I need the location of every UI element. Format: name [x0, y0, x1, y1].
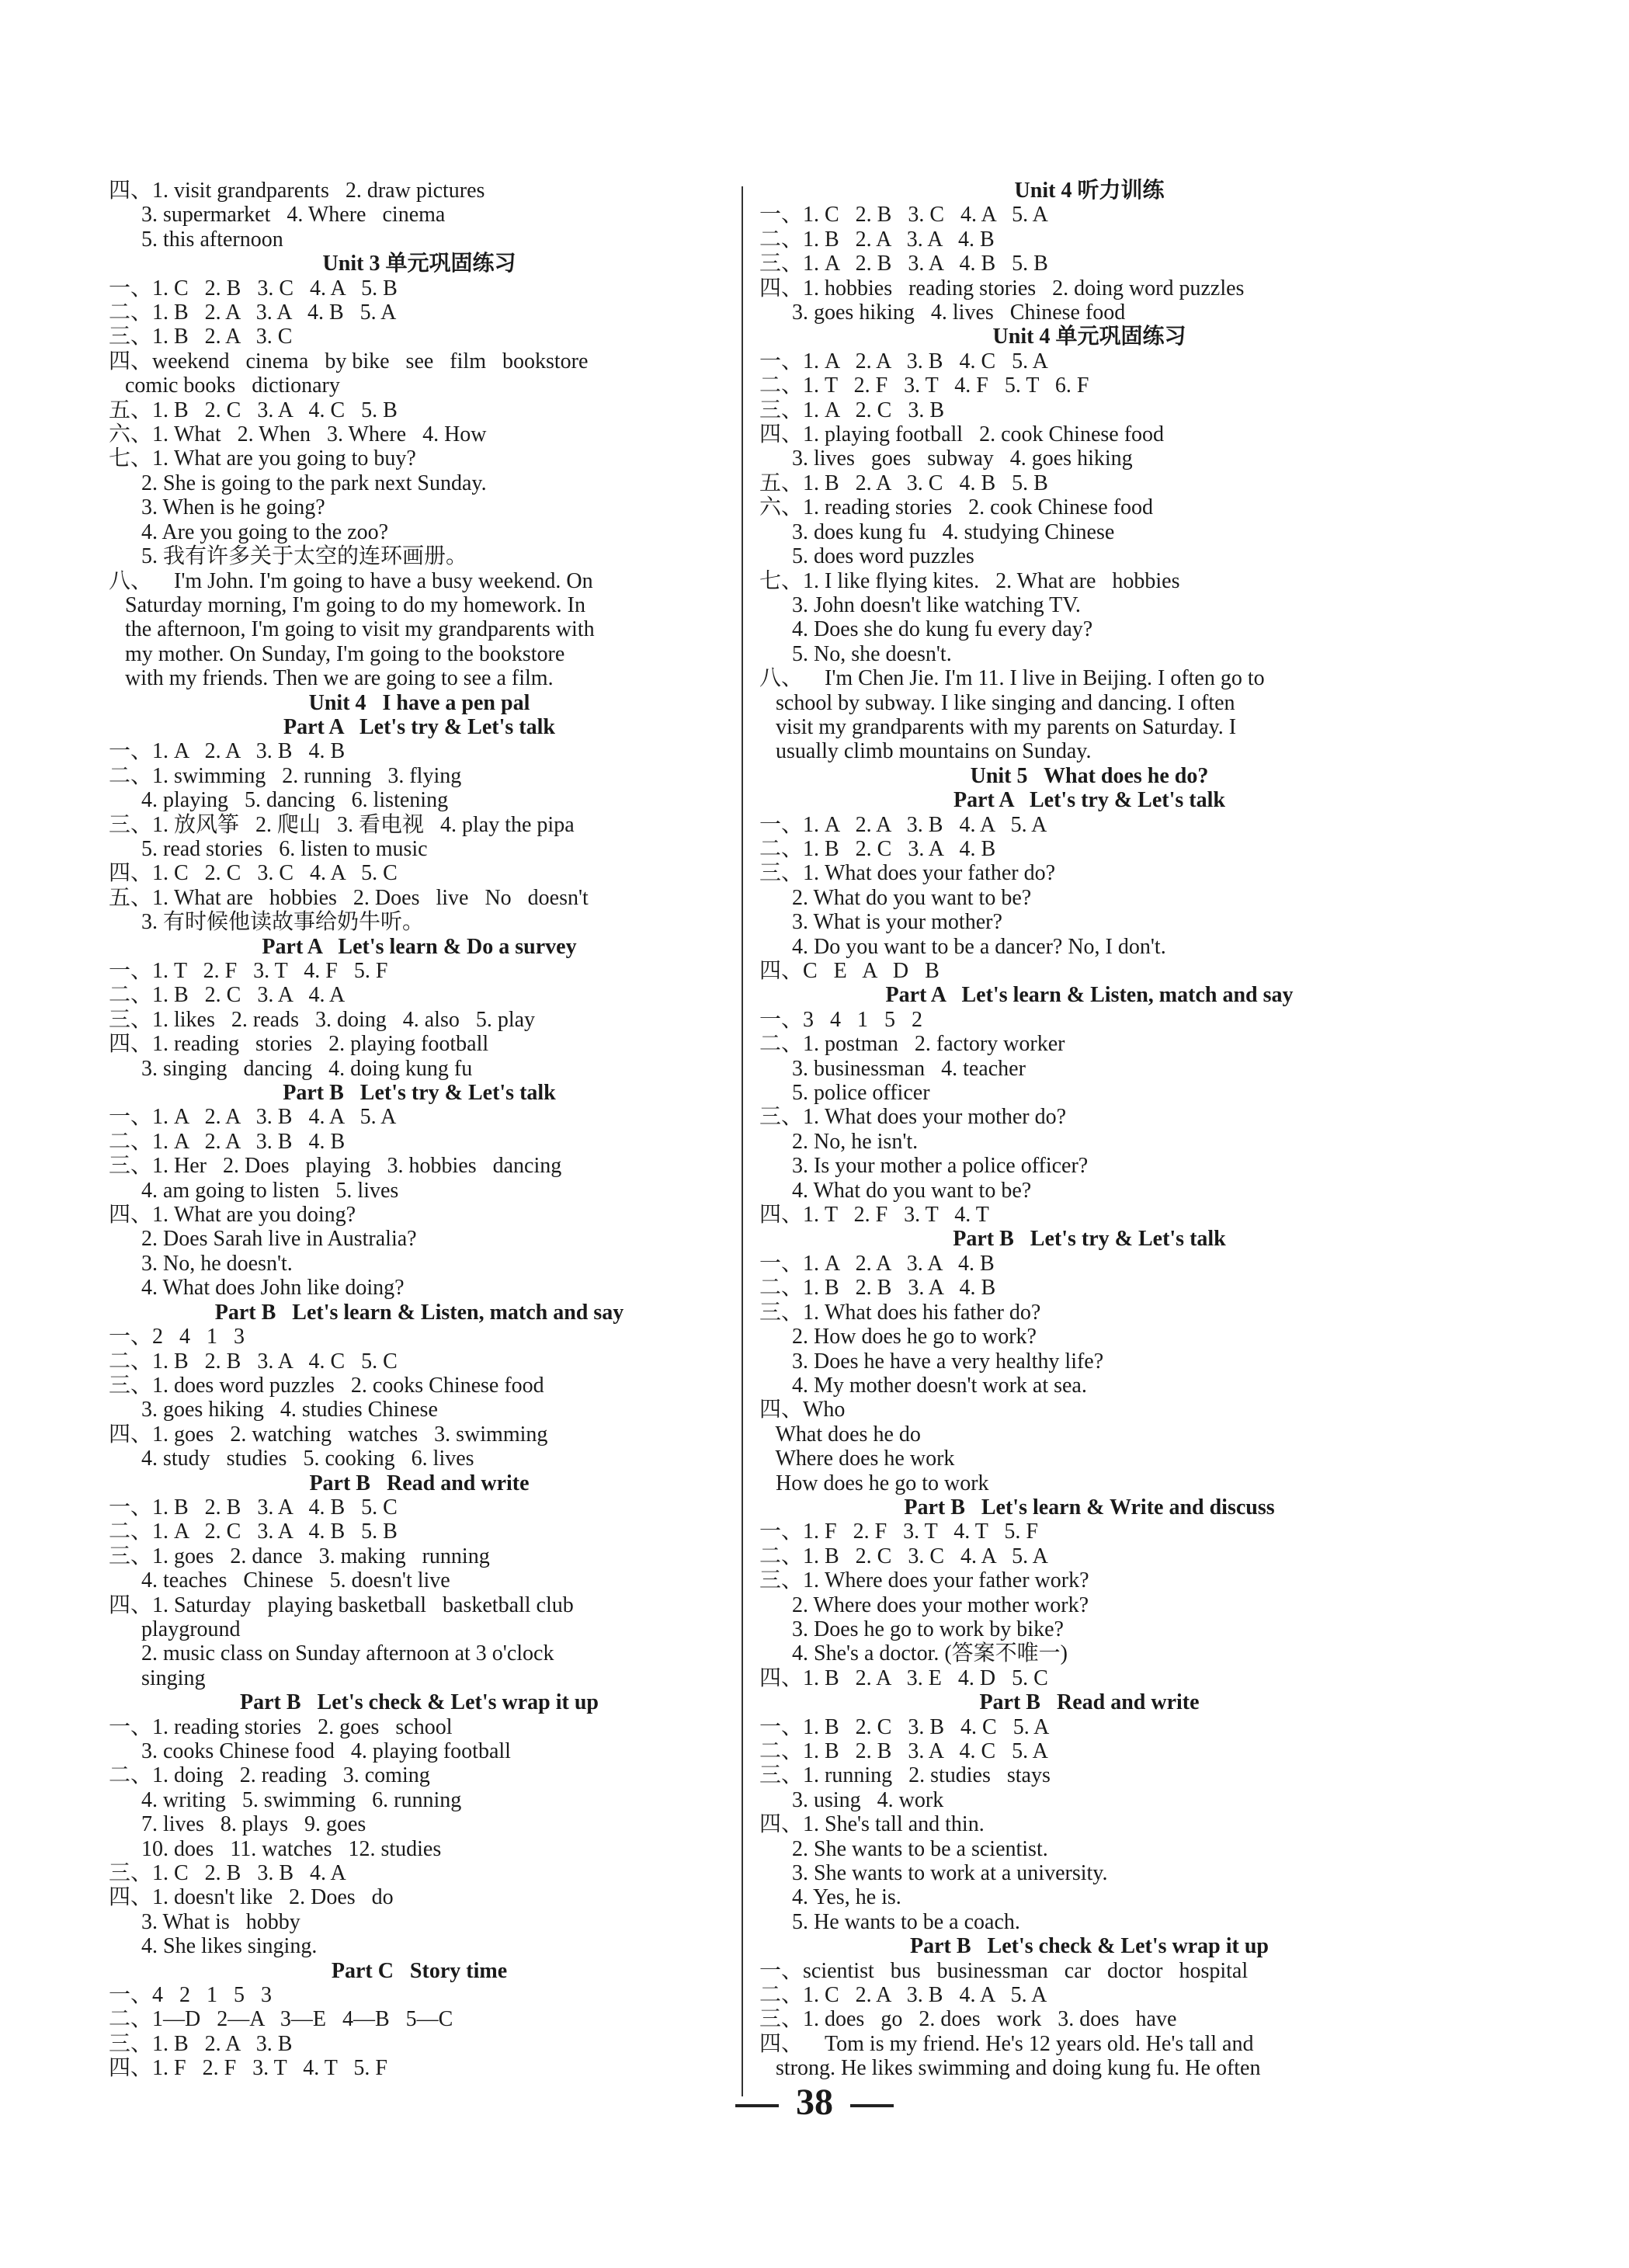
answer-line: 3. supermarket 4. Where cinema: [109, 203, 446, 227]
answer-line: 三、1. B 2. A 3. B: [109, 2031, 293, 2056]
answer-line: 一、1. A 2. A 3. B 4. B: [109, 739, 346, 764]
answer-line: 4. writing 5. swimming 6. running: [109, 1787, 462, 1812]
answer-line: 二、1. B 2. C 3. A 4. A: [109, 983, 346, 1008]
answer-line: 三、1. A 2. B 3. A 4. B 5. B: [759, 252, 1048, 276]
right-answer-column: [759, 179, 1419, 2081]
section-heading: Unit 3 单元巩固练习: [322, 252, 516, 276]
answer-line: 五、1. B 2. C 3. A 4. C 5. B: [109, 398, 398, 422]
answer-line: 七、1. What are you going to buy?: [109, 446, 416, 471]
answer-line: 一、1. B 2. C 3. B 4. C 5. A: [759, 1714, 1050, 1739]
answer-line: 四、weekend cinema by bike see film bookstore: [109, 349, 589, 373]
answer-line: 三、1. does go 2. does work 3. does have: [759, 2007, 1177, 2032]
answer-line: 一、1. A 2. A 3. B 4. A 5. A: [759, 812, 1047, 837]
answer-line: 四、1. visit grandparents 2. draw pictures: [109, 179, 485, 203]
answer-line: 二、1. B 2. A 3. A 4. B 5. A: [109, 300, 397, 325]
section-heading: Unit 4 听力训练: [1014, 179, 1165, 203]
answer-line: 3. What is hobby: [109, 1909, 300, 1934]
answer-line: 2. Where does your mother work?: [759, 1592, 1089, 1617]
answer-line: 七、1. I like flying kites. 2. What are hobbies: [759, 568, 1180, 593]
footer-dash-right: [850, 2104, 894, 2107]
answer-line: 二、1. B 2. B 3. A 4. B: [759, 1276, 996, 1301]
answer-line: 二、1. B 2. B 3. A 4. C 5. C: [109, 1349, 398, 1374]
answer-line: comic books dictionary: [109, 373, 340, 398]
answer-line: 一、1. reading stories 2. goes school: [109, 1714, 453, 1739]
answer-line: 三、1. What does your mother do?: [759, 1105, 1067, 1130]
answer-line: 一、1. F 2. F 3. T 4. T 5. F: [759, 1520, 1038, 1544]
answer-line: 2. music class on Sunday afternoon at 3 o'clock: [109, 1641, 554, 1666]
answer-line: 4. She's a doctor. (答案不唯一): [759, 1641, 1068, 1666]
section-heading: Unit 4 I have a pen pal: [308, 690, 530, 715]
answer-line: 三、1. Her 2. Does playing 3. hobbies dancing: [109, 1154, 562, 1179]
answer-line: 2. How does he go to work?: [759, 1325, 1037, 1349]
answer-line: 一、1. A 2. A 3. B 4. A 5. A: [109, 1105, 397, 1130]
answer-line: 二、1. A 2. C 3. A 4. B 5. B: [109, 1520, 398, 1544]
answer-line: 3. Is your mother a police officer?: [759, 1154, 1089, 1179]
answer-line: 八、 I'm John. I'm going to have a busy weekend. On: [109, 568, 593, 593]
answer-line: 4. study studies 5. cooking 6. lives: [109, 1447, 474, 1471]
answer-line: 3. lives goes subway 4. goes hiking: [759, 446, 1133, 471]
section-heading: Part A Let's learn & Do a survey: [262, 934, 577, 959]
page-number: 38: [796, 2082, 833, 2123]
answer-line: 4. Are you going to the zoo?: [109, 519, 389, 544]
answer-line: 八、 I'm Chen Jie. I'm 11. I live in Beijing. I often go to: [759, 666, 1265, 691]
answer-line: What does he do: [759, 1422, 921, 1447]
answer-line: 4. She likes singing.: [109, 1934, 318, 1959]
answer-line: with my friends. Then we are going to see a film.: [109, 666, 554, 691]
answer-line: 3. John doesn't like watching TV.: [759, 592, 1081, 617]
section-heading: Unit 5 What does he do?: [970, 763, 1209, 788]
answer-line: 四、1. She's tall and thin.: [759, 1812, 985, 1837]
answer-line: 四、1. doesn't like 2. Does do: [109, 1885, 394, 1910]
answer-line: 六、1. reading stories 2. cook Chinese food: [759, 495, 1154, 520]
answer-line: 三、1. likes 2. reads 3. doing 4. also 5. play: [109, 1007, 536, 1032]
answer-line: 一、1. C 2. B 3. C 4. A 5. B: [109, 276, 398, 300]
answer-line: 四、1. B 2. A 3. E 4. D 5. C: [759, 1665, 1048, 1690]
answer-line: 三、1. 放风筝 2. 爬山 3. 看电视 4. play the pipa: [109, 812, 575, 837]
column-divider: [742, 186, 743, 2096]
answer-line: 一、4 2 1 5 3: [109, 1983, 273, 2008]
answer-line: 三、1. What does his father do?: [759, 1300, 1041, 1325]
answer-line: 四、1. hobbies reading stories 2. doing word puzzles: [759, 276, 1245, 300]
answer-line: 2. No, he isn't.: [759, 1129, 919, 1154]
answer-line: 3. cooks Chinese food 4. playing football: [109, 1739, 511, 1763]
answer-line: school by subway. I like singing and dancing. I often: [759, 690, 1235, 715]
answer-line: 二、1. B 2. B 3. A 4. C 5. A: [759, 1739, 1048, 1763]
section-heading: Part A Let's try & Let's talk: [953, 788, 1225, 813]
answer-line: 3. does kung fu 4. studying Chinese: [759, 519, 1115, 544]
section-heading: Part B Read and write: [309, 1471, 530, 1495]
answer-line: 3. goes hiking 4. studies Chinese: [109, 1398, 438, 1422]
left-answer-column: [109, 179, 730, 2081]
answer-line: 10. does 11. watches 12. studies: [109, 1836, 442, 1861]
answer-line: 四、1. T 2. F 3. T 4. T: [759, 1203, 989, 1228]
answer-line: 四、1. reading stories 2. playing football: [109, 1032, 489, 1057]
answer-line: 5. this afternoon: [109, 227, 283, 252]
answer-line: 三、1. goes 2. dance 3. making running: [109, 1544, 490, 1568]
answer-line: 3. 有时候他读故事给奶牛听。: [109, 910, 425, 935]
answer-line: 一、1. A 2. A 3. B 4. C 5. A: [759, 349, 1048, 373]
answer-line: singing: [109, 1665, 206, 1690]
answer-line: my mother. On Sunday, I'm going to the bookstore: [109, 641, 565, 666]
answer-line: 四、C E A D B: [759, 959, 940, 983]
answer-line: 四、 Tom is my friend. He's 12 years old. He's tall and: [759, 2031, 1254, 2056]
answer-line: 一、scientist bus businessman car doctor hospital: [759, 1958, 1249, 1983]
answer-line: 3. When is he going?: [109, 495, 325, 520]
section-heading: Part B Let's check & Let's wrap it up: [910, 1934, 1269, 1959]
answer-line: 四、1. F 2. F 3. T 4. T 5. F: [109, 2056, 387, 2081]
answer-line: 三、1. B 2. A 3. C: [109, 325, 293, 349]
answer-line: 二、1. B 2. C 3. C 4. A 5. A: [759, 1544, 1048, 1568]
section-heading: Part B Let's learn & Write and discuss: [904, 1495, 1275, 1520]
answer-line: 2. She is going to the park next Sunday.: [109, 471, 487, 495]
answer-line: 3. No, he doesn't.: [109, 1251, 293, 1276]
answer-line: 二、1. doing 2. reading 3. coming: [109, 1763, 430, 1788]
answer-line: playground: [109, 1617, 241, 1641]
answer-line: visit my grandparents with my parents on Saturday. I: [759, 714, 1237, 739]
section-heading: Part A Let's learn & Listen, match and say: [885, 983, 1294, 1008]
section-heading: Part B Let's learn & Listen, match and say: [214, 1300, 624, 1325]
answer-line: 四、1. playing football 2. cook Chinese food: [759, 422, 1165, 447]
answer-line: 五、1. B 2. A 3. C 4. B 5. B: [759, 471, 1048, 495]
answer-line: 二、1. postman 2. factory worker: [759, 1032, 1065, 1057]
answer-line: Where does he work: [759, 1447, 955, 1471]
answer-line: 二、1. C 2. A 3. B 4. A 5. A: [759, 1983, 1047, 2008]
answer-line: 3. Does he have a very healthy life?: [759, 1349, 1104, 1374]
answer-line: 3. singing dancing 4. doing kung fu: [109, 1056, 473, 1081]
answer-line: 一、3 4 1 5 2: [759, 1007, 923, 1032]
answer-line: 四、1. C 2. C 3. C 4. A 5. C: [109, 861, 398, 886]
answer-line: 2. What do you want to be?: [759, 885, 1032, 910]
answer-line: 四、1. Saturday playing basketball basketball club: [109, 1592, 574, 1617]
answer-line: usually climb mountains on Sunday.: [759, 739, 1092, 764]
answer-line: 2. She wants to be a scientist.: [759, 1836, 1048, 1861]
answer-line: 四、Who: [759, 1398, 846, 1422]
answer-line: 4. What does John like doing?: [109, 1276, 405, 1301]
page-footer: [0, 2081, 1629, 2124]
answer-line: the afternoon, I'm going to visit my grandparents with: [109, 617, 595, 642]
answer-line: 四、1. What are you doing?: [109, 1203, 356, 1228]
section-heading: Unit 4 单元巩固练习: [992, 325, 1186, 349]
answer-line: 3. Does he go to work by bike?: [759, 1617, 1064, 1641]
answer-line: 一、1. T 2. F 3. T 4. F 5. F: [109, 959, 388, 983]
answer-line: 5. He wants to be a coach.: [759, 1909, 1020, 1934]
answer-line: 五、1. What are hobbies 2. Does live No doesn't: [109, 885, 589, 910]
answer-line: 二、1. swimming 2. running 3. flying: [109, 763, 462, 788]
answer-line: 三、1. What does your father do?: [759, 861, 1055, 886]
answer-line: 三、1. Where does your father work?: [759, 1568, 1089, 1593]
section-heading: Part B Read and write: [979, 1690, 1200, 1715]
answer-line: 3. goes hiking 4. lives Chinese food: [759, 300, 1126, 325]
answer-line: 4. My mother doesn't work at sea.: [759, 1373, 1087, 1398]
answer-line: 5. does word puzzles: [759, 544, 974, 569]
answer-line: 六、1. What 2. When 3. Where 4. How: [109, 422, 487, 447]
answer-line: 三、1. A 2. C 3. B: [759, 398, 945, 422]
answer-line: 3. She wants to work at a university.: [759, 1861, 1108, 1886]
answer-line: 二、1. B 2. A 3. A 4. B: [759, 227, 995, 252]
answer-line: strong. He likes swimming and doing kung fu. He often: [759, 2056, 1261, 2081]
answer-line: 三、1. C 2. B 3. B 4. A: [109, 1861, 346, 1886]
answer-line: 一、1. B 2. B 3. A 4. B 5. C: [109, 1495, 398, 1520]
section-heading: Part B Let's check & Let's wrap it up: [240, 1690, 599, 1715]
answer-line: 3. using 4. work: [759, 1787, 944, 1812]
answer-line: 三、1. running 2. studies stays: [759, 1763, 1051, 1788]
answer-line: How does he go to work: [759, 1471, 989, 1495]
answer-line: 4. playing 5. dancing 6. listening: [109, 788, 449, 813]
answer-line: 7. lives 8. plays 9. goes: [109, 1812, 366, 1837]
answer-line: 5. read stories 6. listen to music: [109, 836, 428, 861]
answer-line: 4. Do you want to be a dancer? No, I don't.: [759, 934, 1166, 959]
answer-line: 5. No, she doesn't.: [759, 641, 952, 666]
answer-line: 5. 我有许多关于太空的连环画册。: [109, 544, 468, 569]
answer-line: 二、1—D 2—A 3—E 4—B 5—C: [109, 2007, 453, 2032]
answer-line: 4. What do you want to be?: [759, 1178, 1032, 1203]
answer-line: 4. teaches Chinese 5. doesn't live: [109, 1568, 450, 1593]
section-heading: Part C Story time: [331, 1958, 508, 1983]
answer-line: 一、1. C 2. B 3. C 4. A 5. A: [759, 203, 1048, 227]
answer-line: 3. businessman 4. teacher: [759, 1056, 1026, 1081]
answer-line: 2. Does Sarah live in Australia?: [109, 1227, 417, 1252]
answer-line: Saturday morning, I'm going to do my homework. In: [109, 592, 585, 617]
answer-line: 4. am going to listen 5. lives: [109, 1178, 399, 1203]
footer-dash-left: [735, 2104, 779, 2107]
answer-line: 4. Yes, he is.: [759, 1885, 901, 1910]
answer-line: 三、1. does word puzzles 2. cooks Chinese food: [109, 1373, 544, 1398]
answer-line: 四、1. goes 2. watching watches 3. swimming: [109, 1422, 548, 1447]
answer-line: 一、2 4 1 3: [109, 1325, 245, 1349]
answer-line: 3. What is your mother?: [759, 910, 1002, 935]
answer-line: 5. police officer: [759, 1081, 930, 1106]
section-heading: Part B Let's try & Let's talk: [953, 1227, 1226, 1252]
answer-line: 二、1. B 2. C 3. A 4. B: [759, 836, 996, 861]
answer-line: 4. Does she do kung fu every day?: [759, 617, 1093, 642]
section-heading: Part B Let's try & Let's talk: [283, 1081, 556, 1106]
section-heading: Part A Let's try & Let's talk: [283, 714, 555, 739]
answer-line: 一、1. A 2. A 3. A 4. B: [759, 1251, 995, 1276]
answer-line: 二、1. T 2. F 3. T 4. F 5. T 6. F: [759, 373, 1089, 398]
answer-line: 二、1. A 2. A 3. B 4. B: [109, 1129, 346, 1154]
